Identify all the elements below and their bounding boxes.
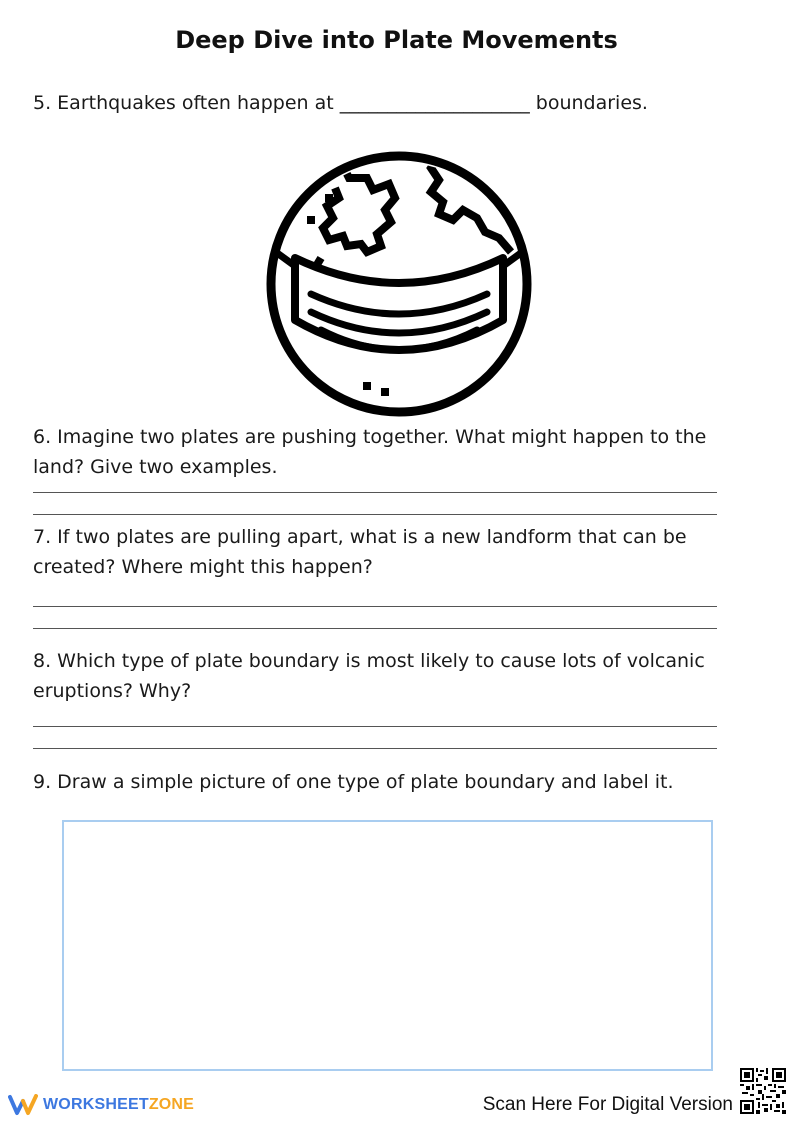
logo-text-zone: ZONE	[148, 1096, 195, 1113]
worksheetzone-logo	[8, 1092, 194, 1118]
question-8: 8. Which type of plate boundary is most likely to cause lots of volcanic eruptions? Why?	[33, 650, 705, 702]
page-title: Deep Dive into Plate Movements	[175, 26, 618, 54]
answer-line	[33, 748, 717, 749]
answer-line	[33, 514, 717, 515]
worksheetzone-logo-icon	[8, 1094, 38, 1116]
answer-line	[33, 726, 717, 727]
qr-code-icon[interactable]	[740, 1068, 786, 1114]
answer-line	[33, 492, 717, 493]
answer-line	[33, 606, 717, 607]
drawing-area[interactable]	[62, 820, 713, 1071]
logo-text-worksheet: WORKSHEET	[43, 1096, 149, 1113]
question-5: 5. Earthquakes often happen at ____________________ boundaries.	[33, 92, 648, 114]
question-9: 9. Draw a simple picture of one type of plate boundary and label it.	[33, 771, 674, 793]
scan-caption: Scan Here For Digital Version	[482, 1094, 733, 1115]
question-6: 6. Imagine two plates are pushing together. What might happen to the land? Give two examples.	[33, 426, 707, 478]
globe-with-mask-icon	[263, 148, 535, 420]
answer-line	[33, 628, 717, 629]
question-7: 7. If two plates are pulling apart, what is a new landform that can be created? Where might this happen?	[33, 526, 687, 578]
